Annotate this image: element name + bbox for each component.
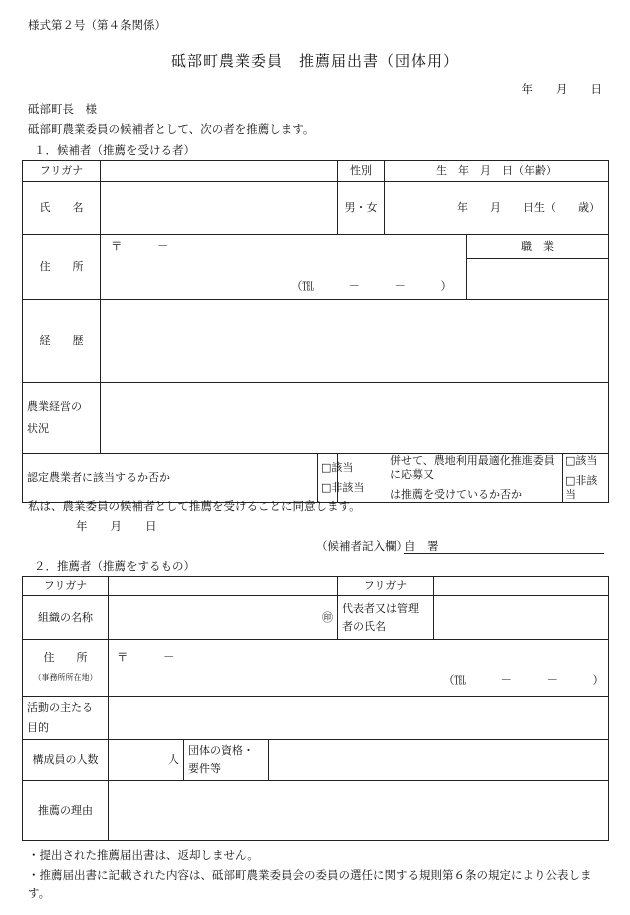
org-address-label-main: 住 所: [43, 651, 88, 664]
candidate-furigana-field[interactable]: [101, 161, 338, 182]
candidate-furigana-label: フリガナ: [23, 161, 101, 182]
occupation-field[interactable]: [467, 259, 609, 300]
birth-date-field[interactable]: 年 月 日生（ 歳）: [385, 182, 609, 235]
note-1: ・提出された推薦届出書は、返却しません。: [28, 848, 259, 862]
org-address-label-sub: （事務所所在地）: [33, 673, 98, 682]
concurrent-choices: [563, 454, 609, 503]
purpose-label-line1: 活動の主たる: [27, 701, 93, 714]
org-name-field[interactable]: [109, 596, 338, 640]
tel-field[interactable]: （℡ － － ）: [291, 279, 452, 293]
rep-label-line1: 代表者又は管理: [342, 601, 419, 615]
signature-label: （候補者記入欄）: [316, 539, 408, 553]
rep-furigana-field[interactable]: [434, 577, 609, 596]
birth-header: 生 年 月 日（年齢）: [385, 161, 609, 182]
members-unit: 人: [168, 753, 179, 766]
concurrent-label-line1: 併せて、農地利用最適化推進委員に応募又: [390, 454, 555, 481]
addressee: 砥部町長 様: [28, 102, 97, 116]
farm-status-label-line2: 状況: [27, 422, 49, 435]
org-postal-mark: 〒 －: [117, 650, 175, 664]
certified-choices: [318, 454, 365, 503]
consent-date[interactable]: 年 月 日: [76, 519, 157, 533]
seal-mark: ㊞: [322, 610, 333, 624]
section1-heading: １．候補者（推薦を受ける者）: [34, 143, 195, 157]
date-header: 年 月 日: [521, 82, 602, 96]
qual-label-line2: 要件等: [188, 762, 221, 775]
org-address-label: [23, 640, 109, 697]
rep-label-line2: 者の氏名: [342, 619, 386, 633]
rep-furigana-label: フリガナ: [338, 577, 434, 596]
concurrent-label-line2: は推薦を受けているか否か: [390, 488, 522, 501]
purpose-field[interactable]: [109, 697, 609, 740]
qualification-field[interactable]: [269, 740, 609, 781]
certified-farmer-label: 認定農業者に該当するか否か: [23, 454, 318, 503]
page-title: 砥部町農業委員 推薦届出書（団体用）: [170, 52, 459, 70]
address-label: 住 所: [23, 235, 101, 300]
org-furigana-field[interactable]: [109, 577, 338, 596]
org-name-label: 組織の名称: [23, 596, 109, 640]
section2-heading: ２．推薦者（推薦をするもの）: [34, 559, 195, 573]
qualification-label: [184, 740, 269, 781]
rep-name-label: [338, 596, 434, 640]
candidate-table: [22, 160, 609, 503]
career-field[interactable]: [101, 300, 609, 383]
purpose-label-line2: 目的: [27, 721, 49, 734]
farm-status-field[interactable]: [101, 383, 609, 454]
signature-field[interactable]: 自 署: [404, 539, 604, 554]
concurrent-not-applies-checkbox[interactable]: □非該当: [565, 474, 598, 501]
concurrent-applies-checkbox[interactable]: □該当: [565, 454, 598, 467]
gender-value[interactable]: 男・女: [338, 182, 385, 235]
qual-label-line1: 団体の資格・: [188, 744, 254, 757]
consent-text: 私は、農業委員の候補者として推薦を受けることに同意します。: [28, 499, 361, 513]
postal-mark: 〒 －: [111, 239, 169, 253]
recommender-table: [22, 576, 609, 841]
purpose-label: [23, 697, 109, 740]
certified-applies-checkbox[interactable]: □該当: [321, 461, 354, 474]
members-field[interactable]: [109, 740, 184, 781]
org-tel-field[interactable]: （℡ － － ）: [443, 673, 604, 687]
gender-label: 性別: [338, 161, 385, 182]
note-2: ・推薦届出書に記載された内容は、砥部町農業委員会の委員の選任に関する規則第６条の規定により公表しま: [28, 868, 592, 882]
intro-text: 砥部町農業委員の候補者として、次の者を推薦します。: [28, 122, 315, 136]
candidate-address-field[interactable]: [101, 235, 467, 300]
note-2-continued: す。: [28, 886, 51, 900]
farm-status-label: [23, 383, 101, 454]
concurrent-application-label: [338, 454, 563, 503]
certified-not-applies-checkbox[interactable]: □非該当: [321, 481, 365, 494]
candidate-name-field[interactable]: [101, 182, 338, 235]
name-label: 氏 名: [23, 182, 101, 235]
rep-name-field[interactable]: [434, 596, 609, 640]
farm-status-label-line1: 農業経営の: [27, 400, 82, 413]
org-furigana-label: フリガナ: [23, 577, 109, 596]
org-address-field[interactable]: [109, 640, 609, 697]
reason-label: 推薦の理由: [23, 781, 109, 841]
reason-field[interactable]: [109, 781, 609, 841]
career-label: 経 歴: [23, 300, 101, 383]
form-number: 様式第２号（第４条関係）: [28, 18, 166, 32]
members-label: 構成員の人数: [23, 740, 109, 781]
occupation-label: 職 業: [467, 235, 609, 259]
